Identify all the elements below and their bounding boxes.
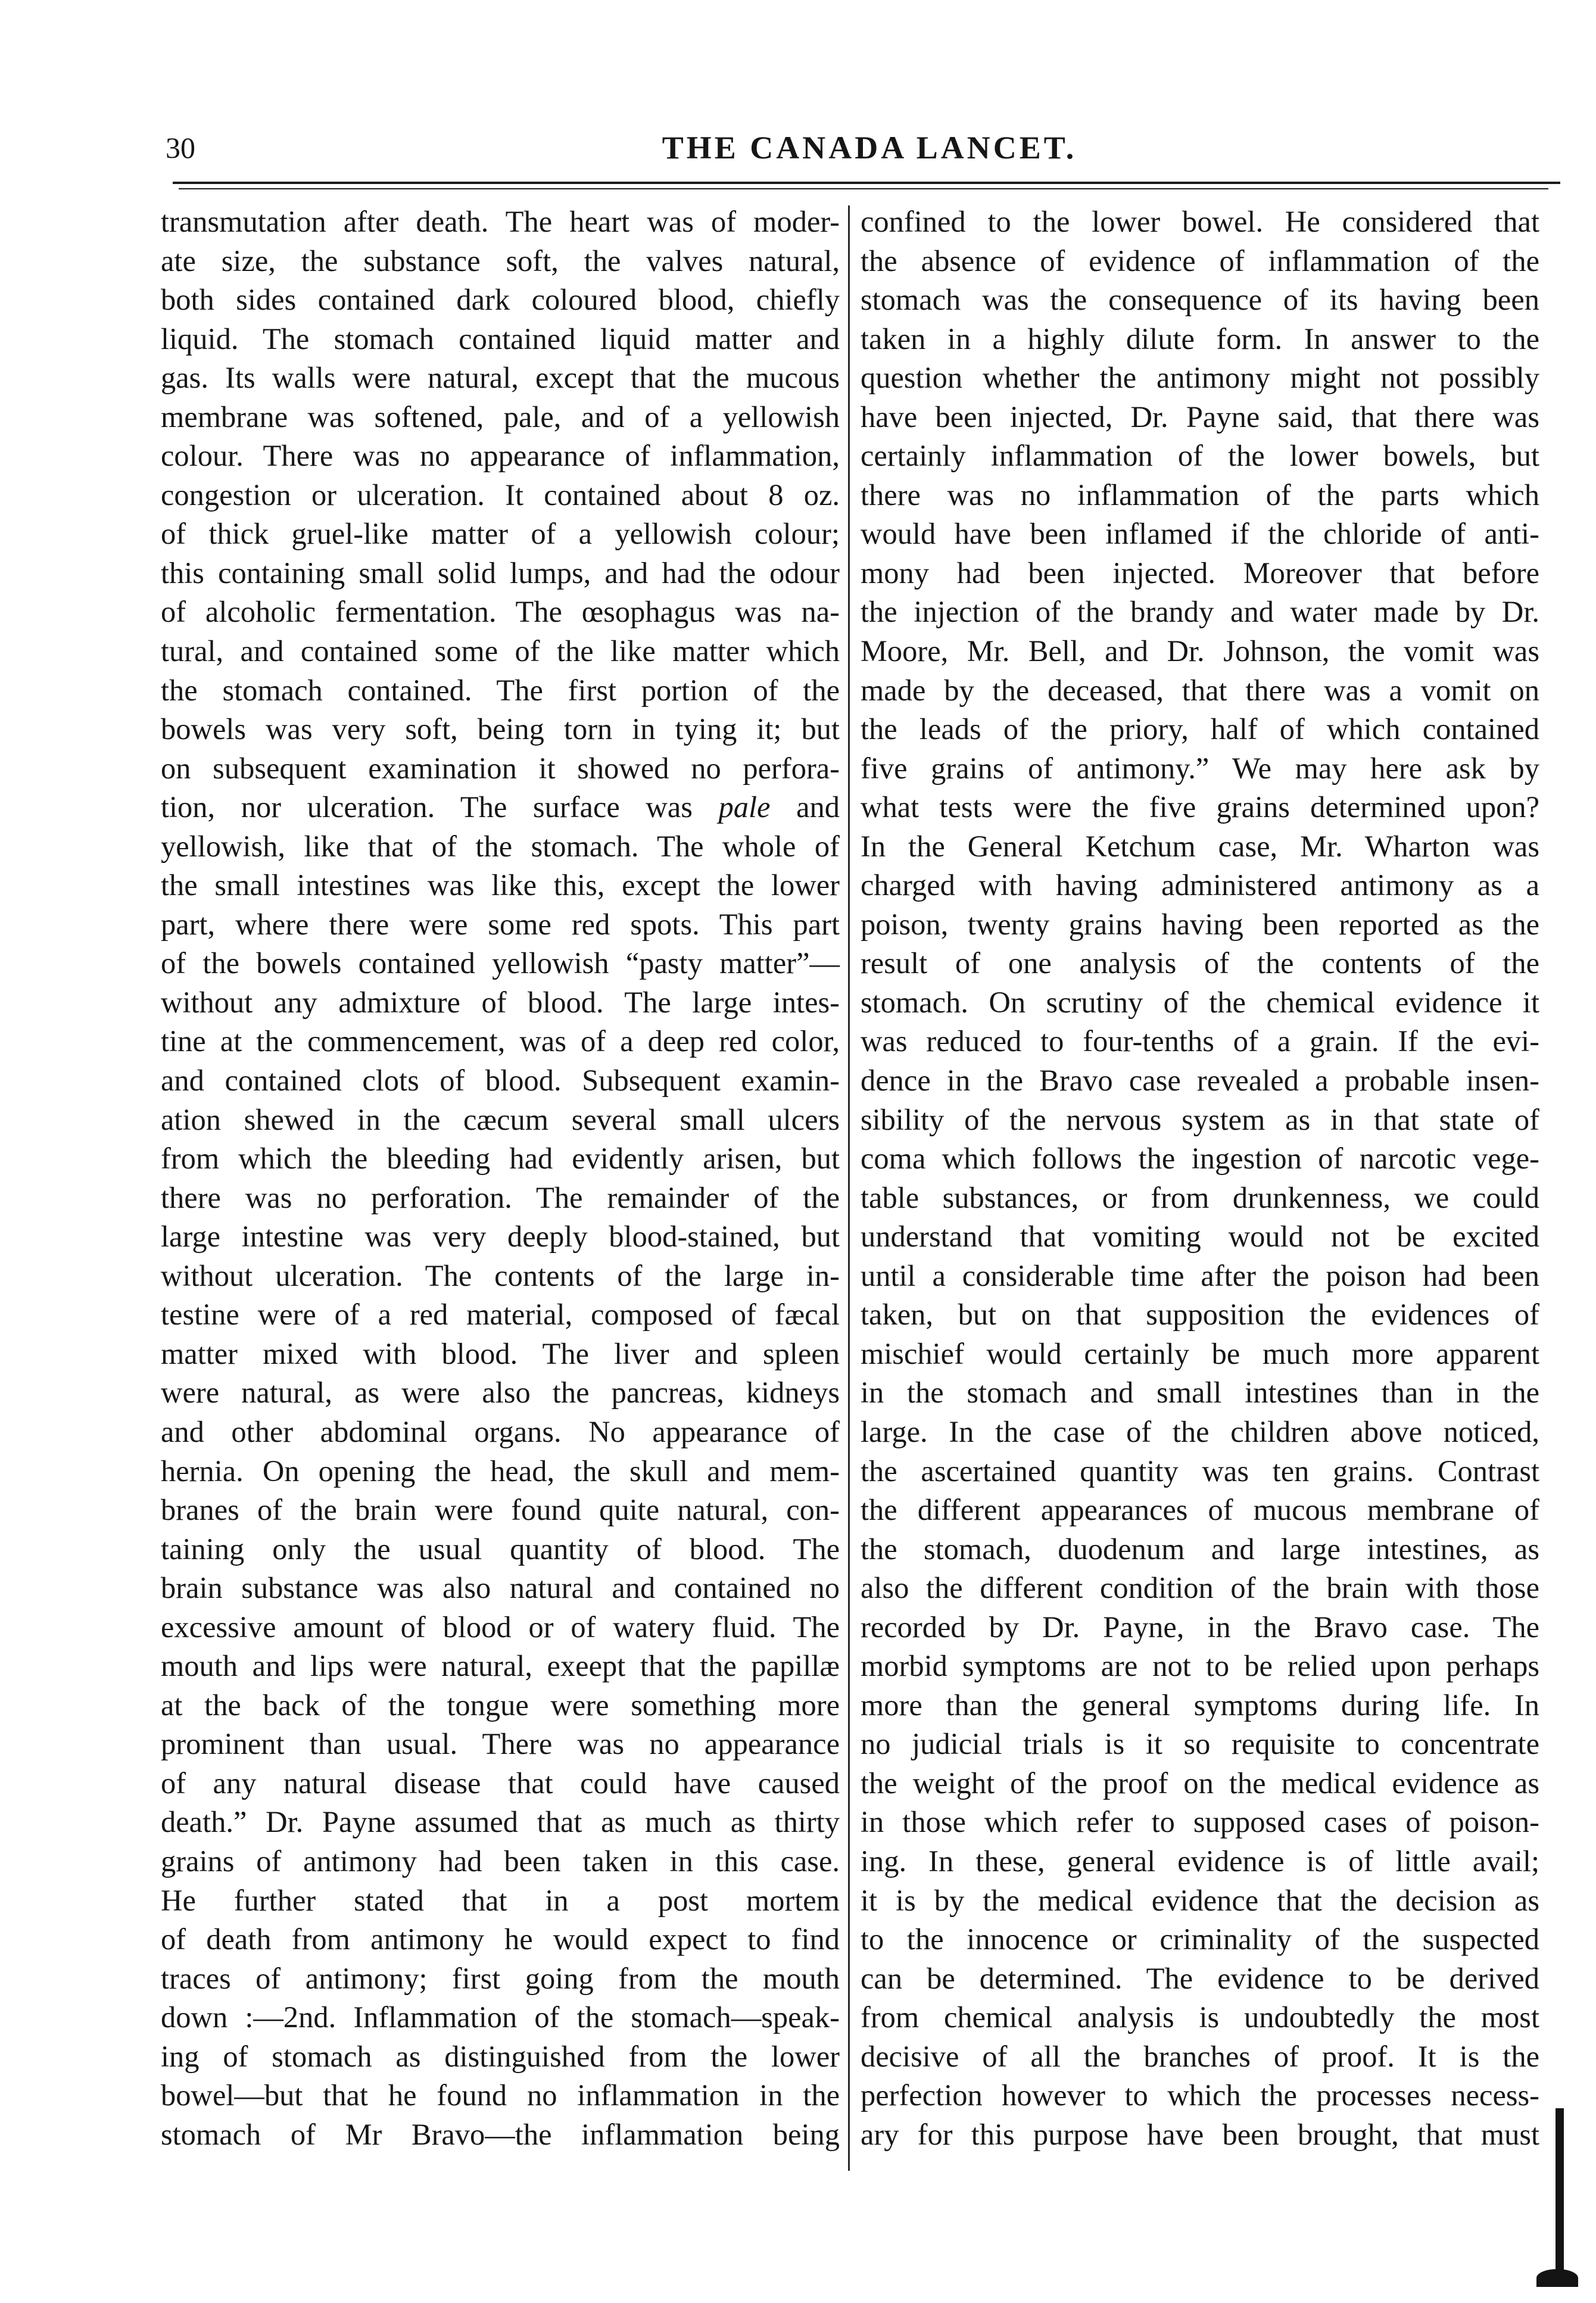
text-line: table substances, or from drunkenness, we could	[861, 1180, 1539, 1214]
text-line: without ulceration. The contents of the large in-	[161, 1258, 840, 1292]
text-line: congestion or ulceration. It contained about 8 oz.	[161, 478, 840, 512]
text-line: tural, and contained some of the like matter which	[161, 634, 840, 668]
text-line: would have been inflamed if the chloride of anti-	[861, 517, 1539, 551]
text-line: five grains of antimony.” We may here ask by	[861, 751, 1539, 785]
text-line: sibility of the nervous system as in that state of	[861, 1102, 1539, 1136]
text-line: mischief would certainly be much more apparent	[861, 1336, 1539, 1370]
text-line: ing. In these, general evidence is of little avail;	[861, 1844, 1539, 1878]
text-line: yellowish, like that of the stomach. The whole of	[161, 829, 840, 863]
text-line: tion, nor ulceration. The surface was pale and	[161, 790, 840, 824]
header-rule	[173, 182, 1560, 184]
text-line: can be determined. The evidence to be derived	[861, 1961, 1539, 1995]
text-line: understand that vomiting would not be excited	[861, 1220, 1539, 1254]
text-line: of alcoholic fermentation. The œsophagus was na-	[161, 595, 840, 629]
text-line: transmutation after death. The heart was of moder-	[161, 205, 840, 238]
text-line: the injection of the brandy and water made by Dr.	[861, 595, 1539, 629]
right-column	[861, 202, 1539, 2168]
text-line: the ascertained quantity was ten grains. Contrast	[861, 1454, 1539, 1488]
text-line: what tests were the five grains determined upon?	[861, 790, 1539, 824]
text-line: from which the bleeding had evidently arisen, but	[161, 1142, 840, 1176]
text-line: question whether the antimony might not possibly	[861, 361, 1539, 395]
text-line: morbid symptoms are not to be relied upon perhaps	[861, 1649, 1539, 1683]
text-line: perfection however to which the processes necess-	[861, 2078, 1539, 2112]
text-line: the stomach contained. The first portion of the	[161, 673, 840, 707]
text-line: branes of the brain were found quite natural, con-	[161, 1493, 840, 1527]
text-line: membrane was softened, pale, and of a yellowish	[161, 400, 840, 434]
text-line: the leads of the priory, half of which contained	[861, 712, 1539, 746]
text-line: liquid. The stomach contained liquid matter and	[161, 322, 840, 356]
text-line: and contained clots of blood. Subsequent examin-	[161, 1064, 840, 1098]
text-line: stomach of Mr Bravo—the inflammation being	[161, 2117, 840, 2151]
text-line: ation shewed in the cæcum several small ulcers	[161, 1102, 840, 1136]
text-line: large intestine was very deeply blood-stained, but	[161, 1220, 840, 1254]
text-line: of thick gruel-like matter of a yellowish colour;	[161, 517, 840, 551]
column-divider	[848, 205, 850, 2171]
text-line: in the stomach and small intestines than in the	[861, 1376, 1539, 1410]
text-line: on subsequent examination it showed no perfora-	[161, 751, 840, 785]
text-line: in those which refer to supposed cases of poison-	[861, 1805, 1539, 1839]
text-line: excessive amount of blood or of watery fluid. The	[161, 1610, 840, 1644]
text-line: there was no perforation. The remainder of the	[161, 1180, 840, 1214]
text-line: charged with having administered antimony as a	[861, 868, 1539, 902]
text-line: was reduced to four-tenths of a grain. If the evi-	[861, 1024, 1539, 1058]
text-line: hernia. On opening the head, the skull and mem-	[161, 1454, 840, 1488]
text-line: poison, twenty grains having been reported as the	[861, 907, 1539, 941]
text-line: ing of stomach as distinguished from the lower	[161, 2039, 840, 2073]
text-line: ate size, the substance soft, the valves natural,	[161, 244, 840, 278]
text-line: decisive of all the branches of proof. It is the	[861, 2039, 1539, 2073]
text-line: there was no inflammation of the parts which	[861, 478, 1539, 512]
text-line: bowel—but that he found no inflammation in the	[161, 2078, 840, 2112]
text-line: colour. There was no appearance of inflammation,	[161, 439, 840, 473]
text-line: prominent than usual. There was no appearance	[161, 1727, 840, 1761]
text-line: and other abdominal organs. No appearance of	[161, 1414, 840, 1448]
text-line: large. In the case of the children above noticed,	[861, 1414, 1539, 1448]
text-line: more than the general symptoms during life. In	[861, 1688, 1539, 1722]
text-line: coma which follows the ingestion of narcotic vege-	[861, 1142, 1539, 1176]
text-line: tine at the commencement, was of a deep red color,	[161, 1024, 840, 1058]
text-line: ary for this purpose have been brought, that must	[861, 2117, 1539, 2151]
text-line: death.” Dr. Payne assumed that as much as thirty	[161, 1805, 840, 1839]
text-line: Moore, Mr. Bell, and Dr. Johnson, the vomit was	[861, 634, 1539, 668]
text-line: without any admixture of blood. The large intes-	[161, 985, 840, 1019]
text-line: taken, but on that supposition the evidences of	[861, 1298, 1539, 1332]
text-line: until a considerable time after the poison had been	[861, 1258, 1539, 1292]
page-edge-foot	[1536, 2269, 1578, 2287]
text-line: down :—2nd. Inflammation of the stomach—speak-	[161, 2000, 840, 2034]
text-line: He further stated that in a post mortem	[161, 1883, 840, 1917]
text-line: the stomach, duodenum and large intestines, as	[861, 1532, 1539, 1566]
text-line: the absence of evidence of inflammation of the	[861, 244, 1539, 278]
text-line: certainly inflammation of the lower bowels, but	[861, 439, 1539, 473]
text-line: no judicial trials is it so requisite to concentrate	[861, 1727, 1539, 1761]
text-line: testine were of a red material, composed of fæcal	[161, 1298, 840, 1332]
text-line: have been injected, Dr. Payne said, that there was	[861, 400, 1539, 434]
text-line: result of one analysis of the contents of the	[861, 946, 1539, 980]
text-line: gas. Its walls were natural, except that the mucous	[161, 361, 840, 395]
text-line: both sides contained dark coloured blood, chiefly	[161, 283, 840, 317]
text-line: of death from antimony he would expect to find	[161, 1922, 840, 1956]
text-line: the weight of the proof on the medical evidence as	[861, 1766, 1539, 1800]
text-line: grains of antimony had been taken in this case.	[161, 1844, 840, 1878]
text-line: from chemical analysis is undoubtedly the most	[861, 2000, 1539, 2034]
page-number: 30	[166, 131, 195, 164]
text-line: mouth and lips were natural, exeept that the papillæ	[161, 1649, 840, 1683]
text-line: stomach was the consequence of its having been	[861, 283, 1539, 317]
text-line: were natural, as were also the pancreas, kidneys	[161, 1376, 840, 1410]
text-line: the small intestines was like this, except the lower	[161, 868, 840, 902]
text-line: taken in a highly dilute form. In answer to the	[861, 322, 1539, 356]
left-column	[161, 202, 840, 2168]
text-line: this containing small solid lumps, and had the odour	[161, 556, 840, 590]
text-line: bowels was very soft, being torn in tying it; but	[161, 712, 840, 746]
text-line: the different appearances of mucous membrane of	[861, 1493, 1539, 1527]
text-line: brain substance was also natural and contained no	[161, 1571, 840, 1605]
text-line: to the innocence or criminality of the suspected	[861, 1922, 1539, 1956]
text-line: it is by the medical evidence that the decision as	[861, 1883, 1539, 1917]
page-edge-mark	[1556, 2108, 1564, 2281]
text-line: also the different condition of the brain with those	[861, 1571, 1539, 1605]
italic-word: pale	[718, 790, 771, 824]
text-line: of any natural disease that could have caused	[161, 1766, 840, 1800]
text-line: dence in the Bravo case revealed a probable insen-	[861, 1064, 1539, 1098]
text-line: matter mixed with blood. The liver and spleen	[161, 1336, 840, 1370]
header-rule-thin	[179, 188, 1548, 189]
text-line: at the back of the tongue were something more	[161, 1688, 840, 1722]
text-line: In the General Ketchum case, Mr. Wharton was	[861, 829, 1539, 863]
running-head: THE CANADA LANCET.	[662, 130, 1077, 166]
text-line: stomach. On scrutiny of the chemical evidence it	[861, 985, 1539, 1019]
text-line: mony had been injected. Moreover that before	[861, 556, 1539, 590]
text-line: of the bowels contained yellowish “pasty matter”—	[161, 946, 840, 980]
text-line: traces of antimony; first going from the mouth	[161, 1961, 840, 1995]
text-line: part, where there were some red spots. This part	[161, 907, 840, 941]
text-line: taining only the usual quantity of blood. The	[161, 1532, 840, 1566]
text-line: made by the deceased, that there was a vomit on	[861, 673, 1539, 707]
text-line: confined to the lower bowel. He considered that	[861, 205, 1539, 238]
text-line: recorded by Dr. Payne, in the Bravo case. The	[861, 1610, 1539, 1644]
